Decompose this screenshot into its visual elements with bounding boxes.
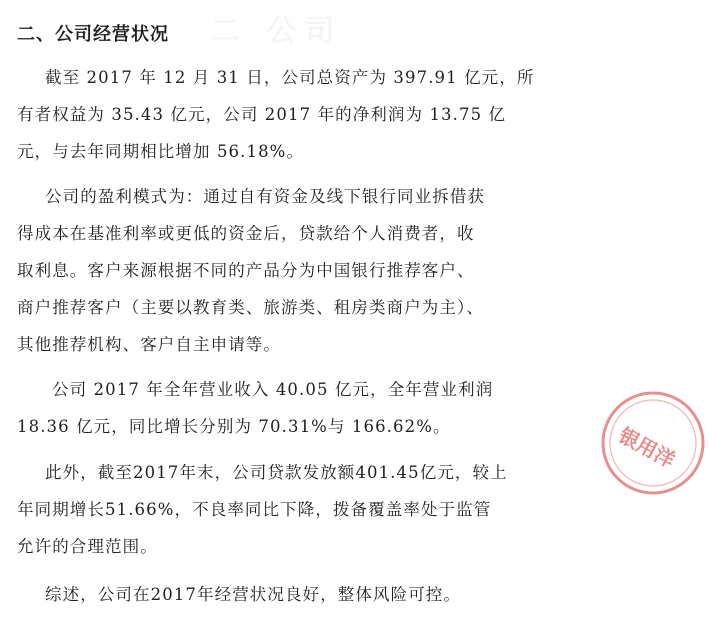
bleed-through-text: 二 公司 xyxy=(210,14,343,49)
paragraph-line: 商户推荐客户（主要以教育类、旅游类、租房类商户为主）、 xyxy=(17,298,484,317)
paragraph-line: 有者权益为 35.43 亿元，公司 2017 年的净利润为 13.75 亿 xyxy=(17,105,507,124)
paragraph-line: 综述，公司在2017年经营状况良好，整体风险可控。 xyxy=(45,585,461,604)
paragraph-line: 公司的盈利模式为：通过自有资金及线下银行同业拆借获 xyxy=(45,187,485,206)
paragraph-line: 公司 2017 年全年营业收入 40.05 亿元，全年营业利润 xyxy=(52,380,494,399)
paragraph-line: 此外，截至2017年末，公司贷款发放额401.45亿元，较上 xyxy=(45,463,508,482)
paragraph-line: 得成本在基准利率或更低的资金后，贷款给个人消费者，收 xyxy=(17,224,475,243)
paragraph-line: 截至 2017 年 12 月 31 日，公司总资产为 397.91 亿元，所 xyxy=(45,68,535,87)
official-seal-stamp xyxy=(598,388,708,498)
paragraph-line: 取利息。客户来源根据不同的产品分为中国银行推荐客户、 xyxy=(17,261,475,280)
paragraph-line: 允许的合理范围。 xyxy=(17,537,158,556)
paragraph-line: 其他推荐机构、客户自主申请等。 xyxy=(17,335,281,354)
section-heading: 二、公司经营状况 xyxy=(17,24,169,45)
paragraph-line: 年同期增长51.66%，不良率同比下降，拨备覆盖率处于监管 xyxy=(17,500,492,519)
svg-text:银用洋: 银用洋 xyxy=(614,423,679,473)
paragraph-line: 元，与去年同期相比增加 56.18%。 xyxy=(17,142,305,161)
paragraph-line: 18.36 亿元，同比增长分别为 70.31%与 166.62%。 xyxy=(17,417,451,436)
